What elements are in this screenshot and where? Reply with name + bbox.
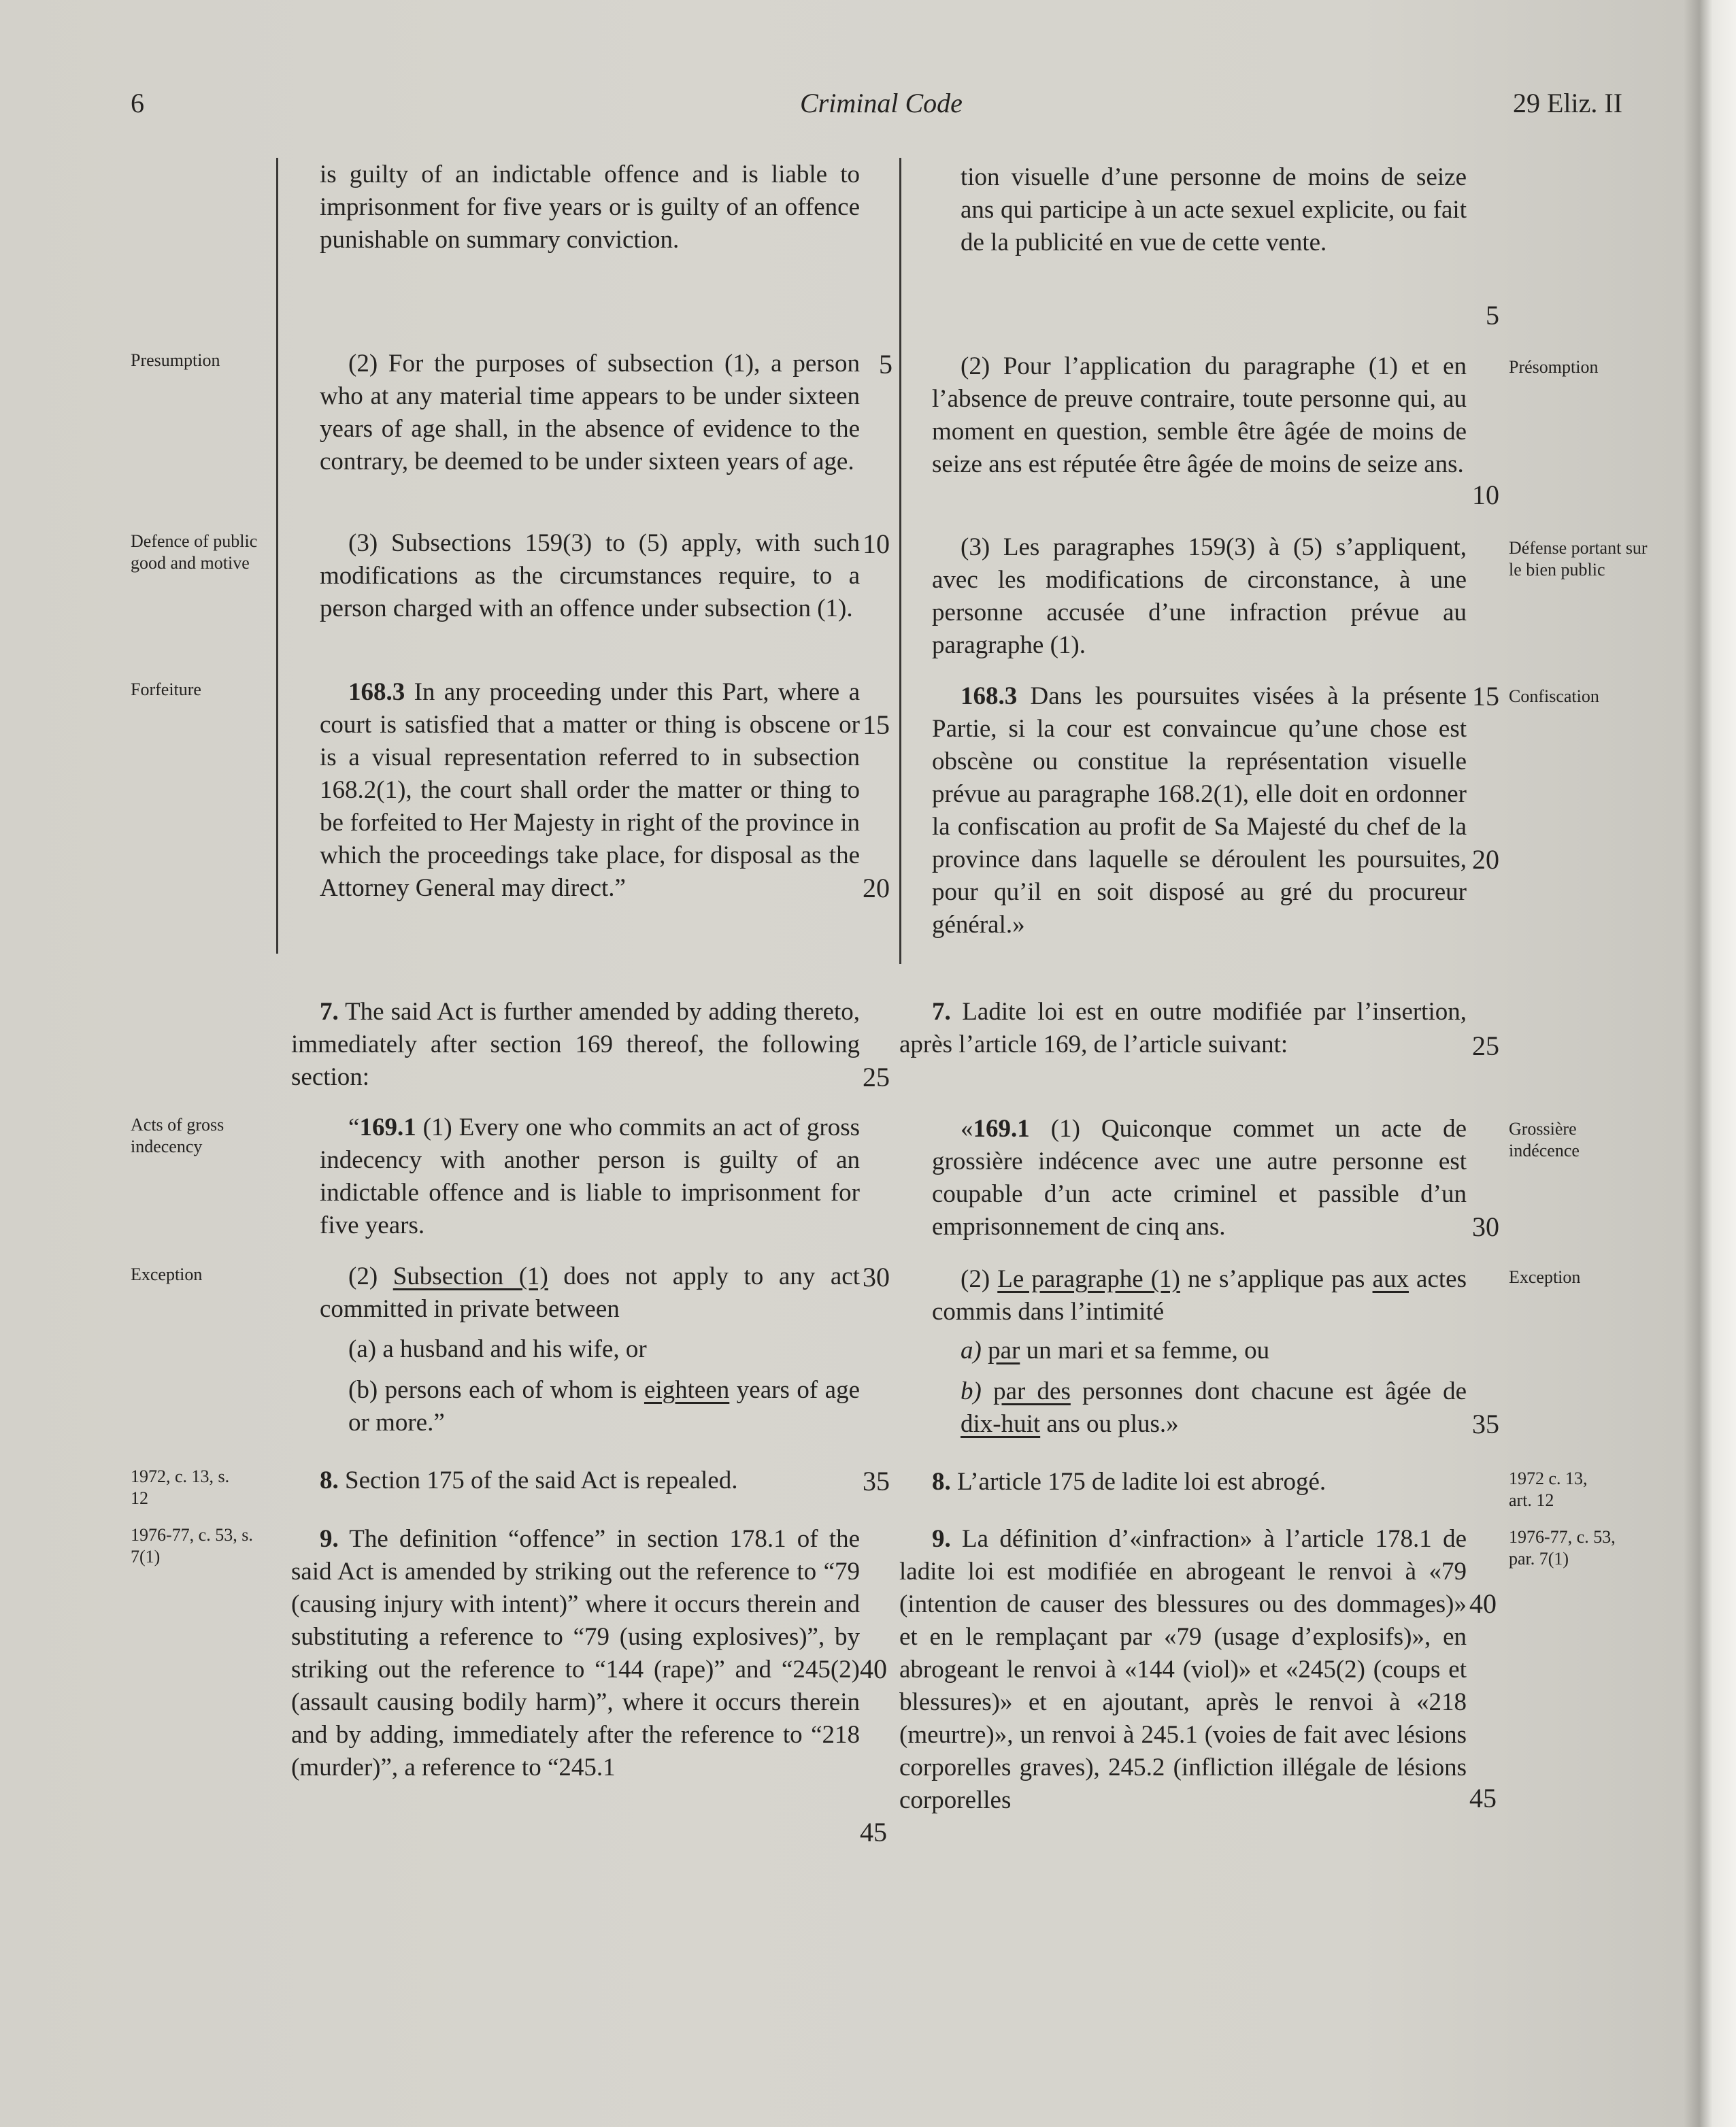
line-number-35-en: 35 [863, 1466, 890, 1496]
fr-clause-9: 9. La définition d’«infraction» à l’article 178.1 de ladite loi est modifiée en abrogeant le renvoi à «79 (intention de causer des blessures ou des dommages)» et en le remplaçant par «79 (usage d’explosifs)», en abrogeant le renvoi à «144 (viol)» et «245(2) (coups et blessures)» et en ajoutant, après le renvoi à «218 (meurtre)», un renvoi à 245.1 (voies de fait avec lésions corporelles graves), 245.2 (infliction illégale de lésions corporelles [899, 1525, 1467, 1814]
line-number-10-en: 10 [863, 529, 890, 559]
margin-note-source-8: 1972, c. 13, s. 12 [131, 1467, 230, 1508]
margin-note-source-9-fr: 1976-77, c. 53, par. 7(1) [1509, 1527, 1616, 1569]
running-title: Criminal Code [800, 88, 963, 118]
left-column-rule [276, 158, 278, 954]
line-number-5-fr: 5 [1486, 300, 1499, 331]
center-column-rule [899, 158, 901, 964]
fr-subsection-3: (3) Les paragraphes 159(3) à (5) s’appliquent, avec les modifications de circonstance, à une personne accusée d’une infraction prévue au paragraphe (1). [932, 533, 1467, 659]
regnal-year: 29 Eliz. II [1513, 88, 1623, 118]
fr-continuation: tion visuelle d’une personne de moins de seize ans qui participe à un acte sexuel explicite, ou fait de la publicité en vue de cette vente. [961, 163, 1467, 256]
line-number-45-fr: 45 [1469, 1783, 1497, 1813]
en-section-169-1: “169.1 (1) Every one who commits an act of gross indecency with another person is guilty of an indictable offence and is liable to imprisonment for five years. [320, 1113, 860, 1239]
en-subsection-2: (2) For the purposes of subsection (1), a person who at any material time appears to be under sixteen years of age shall, in the absence of evidence to the contrary, be deemed to be under sixteen years of age. [320, 350, 860, 475]
margin-note-grossiere: Grossière indécence [1509, 1119, 1580, 1160]
book-spine-shadow [1684, 0, 1736, 2127]
fr-section-169-1: «169.1 (1) Quiconque commet un acte de grossière indécence avec une autre personne est coupable d’un acte criminel et passible d’un emprisonnement de cinq ans. [932, 1115, 1467, 1241]
en-paragraph-a: (a) a husband and his wife, or [348, 1335, 647, 1363]
line-number-15-en: 15 [863, 709, 890, 740]
line-number-20-fr: 20 [1472, 844, 1499, 875]
en-clause-9: 9. The definition “offence” in section 178.1 of the said Act is amended by striking out the reference to “79 (causing injury with intent)” where it occurs therein and substituting a reference to “79 (using explosives)”, by striking out the reference to “144 (rape)” and “245(2) (assault causing bodily harm)”, where it occurs therein and by adding, immediately after the reference to “218 (murder)”, a reference to “245.1 [291, 1525, 860, 1781]
en-continuation: is guilty of an indictable offence and is liable to imprisonment for five years or is guilty of an offence punishable on summary conviction. [320, 161, 860, 254]
fr-exception-subsection: (2) Le paragraphe (1) ne s’applique pas aux actes commis dans l’intimité [932, 1265, 1467, 1326]
line-number-30-en: 30 [863, 1262, 890, 1292]
fr-subsection-2: (2) Pour l’application du paragraphe (1) et en l’absence de preuve contraire, toute personne qui, au moment en question, semble être âgée de moins de seize ans est réputée être âgée de moins de seize ans. [932, 352, 1467, 478]
line-number-40-en: 40 [860, 1654, 887, 1684]
fr-paragraph-b: b) par des personnes dont chacune est âgée de dix-huit ans ou plus.» [961, 1377, 1467, 1438]
en-subsection-3: (3) Subsections 159(3) to (5) apply, with such modifications as the circumstances require, to a person charged with an offence under subsection (1). [320, 529, 860, 622]
line-number-45-en: 45 [860, 1817, 887, 1847]
margin-note-defence: Defence of public good and motive [131, 531, 258, 573]
page-number: 6 [131, 88, 144, 118]
line-number-15-fr: 15 [1472, 681, 1499, 711]
en-paragraph-b: (b) persons each of whom is eighteen years of age or more.” [348, 1376, 861, 1437]
fr-clause-8: 8. L’article 175 de ladite loi est abrogé. [932, 1468, 1326, 1496]
line-number-40-fr: 40 [1469, 1588, 1497, 1619]
margin-note-exception-fr: Exception [1509, 1267, 1581, 1287]
margin-note-defense: Défense portant sur le bien public [1509, 538, 1648, 580]
margin-note-source-9: 1976-77, c. 53, s. 7(1) [131, 1525, 253, 1567]
margin-note-confiscation: Confiscation [1509, 686, 1599, 706]
margin-note-presomption: Présomption [1509, 357, 1599, 377]
line-number-30-fr: 30 [1472, 1211, 1499, 1242]
margin-note-source-8-fr: 1972 c. 13, art. 12 [1509, 1469, 1588, 1510]
fr-paragraph-a: a) par un mari et sa femme, ou [961, 1337, 1270, 1364]
en-clause-7: 7. The said Act is further amended by adding thereto, immediately after section 169 thereof, the following section: [291, 998, 860, 1091]
line-number-5-en: 5 [879, 349, 892, 380]
en-clause-8: 8. Section 175 of the said Act is repealed. [320, 1467, 738, 1494]
margin-note-gross-indecency: Acts of gross indecency [131, 1115, 224, 1156]
line-number-25-en: 25 [863, 1062, 890, 1092]
line-number-25-fr: 25 [1472, 1031, 1499, 1061]
margin-note-exception: Exception [131, 1265, 203, 1284]
fr-clause-7: 7. Ladite loi est en outre modifiée par l’insertion, après l’article 169, de l’article suivant: [899, 998, 1467, 1058]
line-number-10-fr: 10 [1472, 480, 1499, 510]
margin-note-presumption: Presumption [131, 350, 220, 370]
line-number-35-fr: 35 [1472, 1409, 1499, 1439]
margin-note-forfeiture: Forfeiture [131, 680, 201, 699]
en-exception-subsection: (2) Subsection (1) does not apply to any act committed in private between [320, 1262, 860, 1323]
en-section-168-3: 168.3 In any proceeding under this Part, where a court is satisfied that a matter or thing is obscene or is a visual representation referred to in subsection 168.2(1), the court shall order the matter or thing to be forfeited to Her Majesty in right of the province in which the proceedings take place, for disposal as the Attorney General may direct.” [320, 678, 860, 902]
line-number-20-en: 20 [863, 873, 890, 903]
fr-section-168-3: 168.3 Dans les poursuites visées à la présente Partie, si la cour est convaincue qu’une chose est obscène ou constitue la représentation visuelle prévue au paragraphe 168.2(1), elle doit en ordonner la confiscation au profit de Sa Majesté du chef de la province dans laquelle se déroulent les poursuites, pour qu’il en soit disposé au gré du procureur général.» [932, 682, 1467, 939]
